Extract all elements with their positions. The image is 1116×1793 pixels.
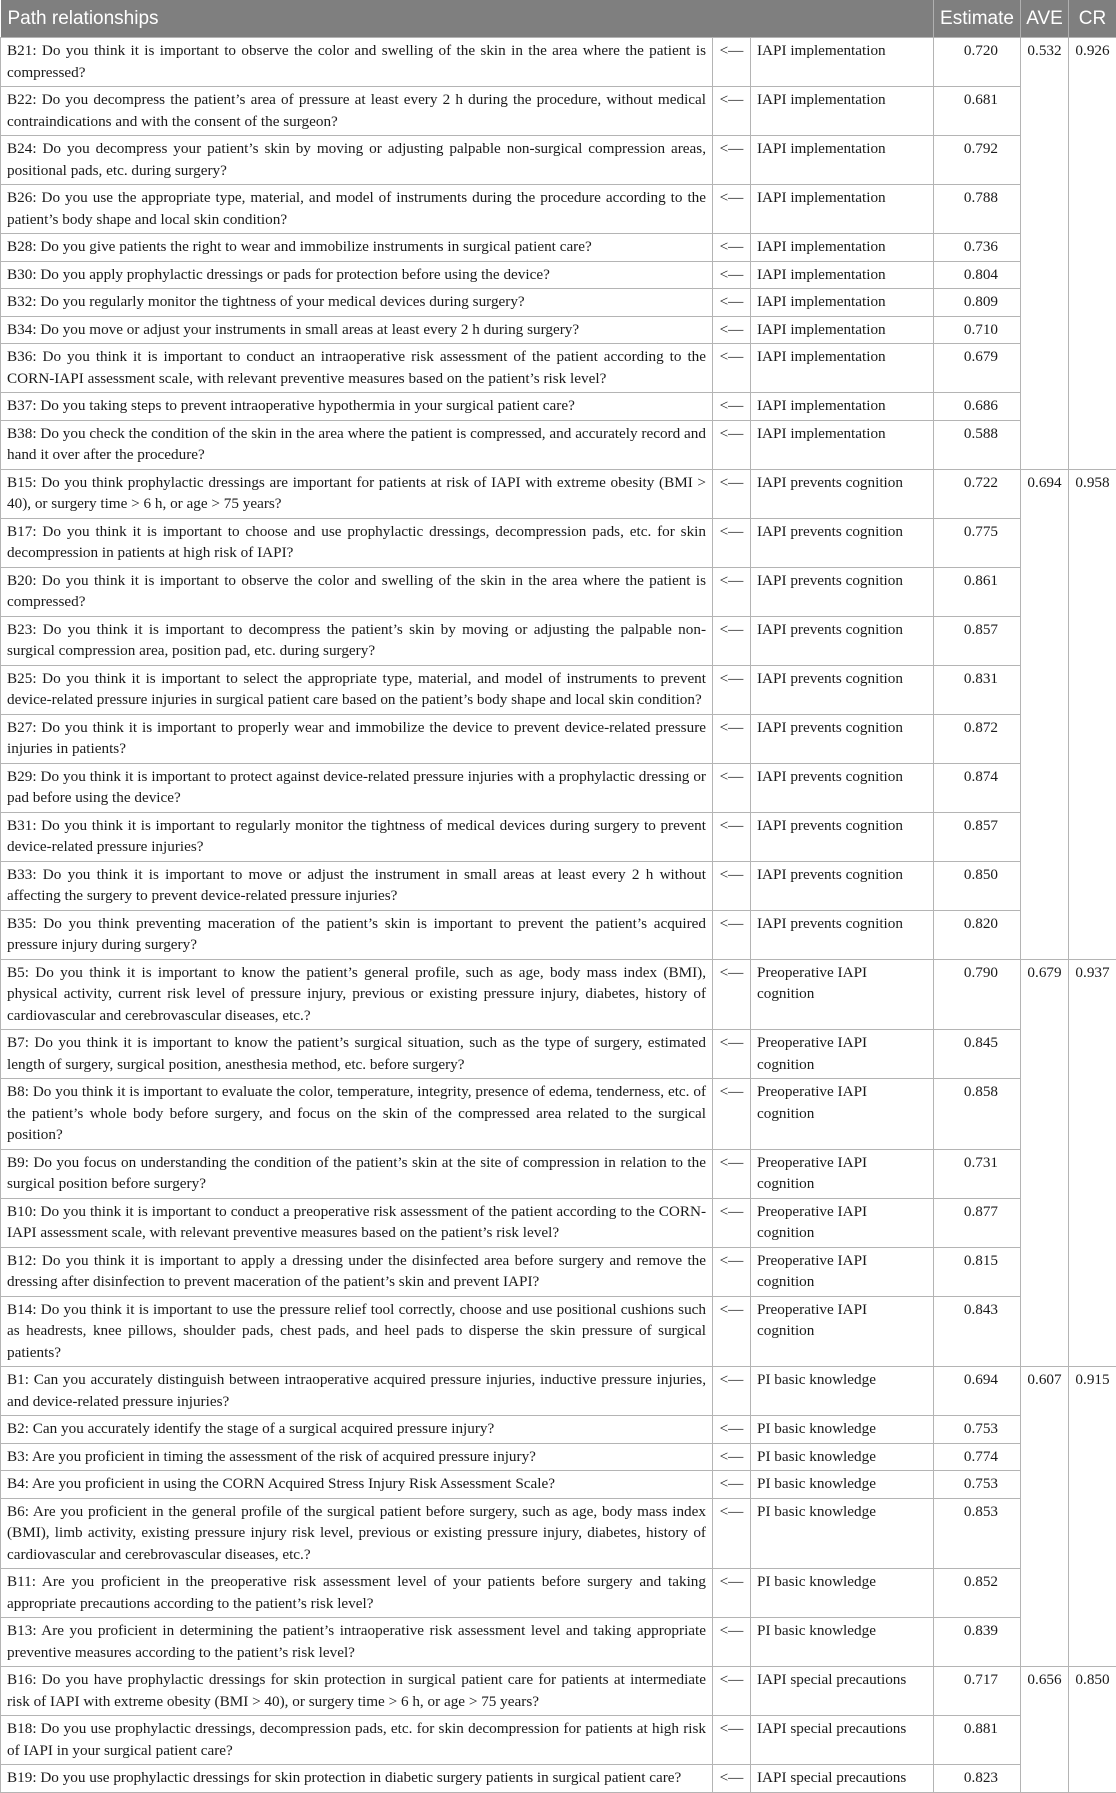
indicator-item-text: B33: Do you think it is important to move or adjust the instrument in small areas at least every 2 h without affecting the surgery to prevent device-related pressure injuries?: [1, 861, 713, 910]
path-arrow: <—: [713, 261, 751, 289]
indicator-item-text: B23: Do you think it is important to decompress the patient’s skin by moving or adjusting the palpable non-surgical compression area, position pad, etc. during surgery?: [1, 616, 713, 665]
table-row: [1, 1618, 1116, 1667]
indicator-item-text: B31: Do you think it is important to regularly monitor the tightness of medical devices during surgery to prevent device-related pressure injuries?: [1, 812, 713, 861]
estimate-value: 0.736: [934, 234, 1021, 262]
table-row: [1, 1498, 1116, 1569]
cr-value: 0.915: [1069, 1367, 1116, 1667]
indicator-item-text: B19: Do you use prophylactic dressings for skin protection in diabetic surgery patients in surgical patient care?: [1, 1765, 713, 1793]
path-arrow: <—: [713, 1498, 751, 1569]
indicator-item-text: B5: Do you think it is important to know the patient’s general profile, such as age, body mass index (BMI), physical activity, current risk level of pressure injury, previous or existing pressure injury, diabetes, history of cardiovascular and cerebrovascular diseases, etc.?: [1, 959, 713, 1030]
estimate-value: 0.722: [934, 469, 1021, 518]
latent-factor: IAPI implementation: [751, 185, 934, 234]
latent-factor: IAPI implementation: [751, 289, 934, 317]
estimate-value: 0.753: [934, 1471, 1021, 1499]
path-arrow: <—: [713, 38, 751, 87]
indicator-item-text: B30: Do you apply prophylactic dressings or pads for protection before using the device?: [1, 261, 713, 289]
indicator-item-text: B34: Do you move or adjust your instruments in small areas at least every 2 h during surgery?: [1, 316, 713, 344]
estimate-value: 0.809: [934, 289, 1021, 317]
indicator-item-text: B3: Are you proficient in timing the assessment of the risk of acquired pressure injury?: [1, 1443, 713, 1471]
table-row: [1, 38, 1116, 87]
indicator-item-text: B32: Do you regularly monitor the tightness of your medical devices during surgery?: [1, 289, 713, 317]
latent-factor: IAPI prevents cognition: [751, 665, 934, 714]
path-arrow: <—: [713, 1247, 751, 1296]
path-arrow: <—: [713, 910, 751, 959]
table-row: [1, 1030, 1116, 1079]
path-arrow: <—: [713, 1443, 751, 1471]
latent-factor: PI basic knowledge: [751, 1416, 934, 1444]
table-row: [1, 1471, 1116, 1499]
estimate-value: 0.853: [934, 1498, 1021, 1569]
indicator-item-text: B25: Do you think it is important to select the appropriate type, material, and model of instruments to prevent device-related pressure injuries in surgical patient care based on the patient’s body shape and local skin condition?: [1, 665, 713, 714]
table-row: [1, 1716, 1116, 1765]
table-row: [1, 1569, 1116, 1618]
indicator-item-text: B35: Do you think preventing maceration of the patient’s skin is important to prevent the patient’s acquired pressure injury during surgery?: [1, 910, 713, 959]
indicator-item-text: B17: Do you think it is important to choose and use prophylactic dressings, decompression pads, etc. for skin decompression in patients at high risk of IAPI?: [1, 518, 713, 567]
estimate-value: 0.774: [934, 1443, 1021, 1471]
latent-factor: PI basic knowledge: [751, 1443, 934, 1471]
estimate-value: 0.874: [934, 763, 1021, 812]
path-arrow: <—: [713, 1198, 751, 1247]
table-row: [1, 1416, 1116, 1444]
latent-factor: IAPI implementation: [751, 393, 934, 421]
table-row: [1, 344, 1116, 393]
estimate-value: 0.720: [934, 38, 1021, 87]
table-row: [1, 261, 1116, 289]
estimate-value: 0.686: [934, 393, 1021, 421]
table-header: [1, 0, 1116, 38]
estimate-value: 0.588: [934, 420, 1021, 469]
estimate-value: 0.858: [934, 1079, 1021, 1150]
latent-factor: PI basic knowledge: [751, 1569, 934, 1618]
latent-factor: IAPI special precautions: [751, 1667, 934, 1716]
indicator-item-text: B6: Are you proficient in the general profile of the surgical patient before surgery, such as age, body mass index (BMI), limb activity, existing pressure injury risk level, previous or existing pressure injury, diabetes, history of cardiovascular and cerebrovascular diseases, etc.?: [1, 1498, 713, 1569]
table-row: [1, 1367, 1116, 1416]
estimate-value: 0.843: [934, 1296, 1021, 1367]
latent-factor: IAPI implementation: [751, 136, 934, 185]
path-arrow: <—: [713, 1618, 751, 1667]
indicator-item-text: B24: Do you decompress your patient’s skin by moving or adjusting palpable non-surgical compression areas, positional pads, etc. during surgery?: [1, 136, 713, 185]
table-row: [1, 234, 1116, 262]
latent-factor: IAPI prevents cognition: [751, 861, 934, 910]
estimate-value: 0.872: [934, 714, 1021, 763]
table-row: [1, 959, 1116, 1030]
table-row: [1, 518, 1116, 567]
table-row: [1, 1198, 1116, 1247]
estimate-value: 0.753: [934, 1416, 1021, 1444]
latent-factor: PI basic knowledge: [751, 1498, 934, 1569]
latent-factor: IAPI implementation: [751, 316, 934, 344]
indicator-item-text: B28: Do you give patients the right to wear and immobilize instruments in surgical patient care?: [1, 234, 713, 262]
estimate-value: 0.839: [934, 1618, 1021, 1667]
table-row: [1, 1765, 1116, 1793]
table-row: [1, 420, 1116, 469]
latent-factor: Preoperative IAPI cognition: [751, 1149, 934, 1198]
path-arrow: <—: [713, 567, 751, 616]
estimate-value: 0.710: [934, 316, 1021, 344]
latent-factor: PI basic knowledge: [751, 1471, 934, 1499]
estimate-value: 0.861: [934, 567, 1021, 616]
indicator-item-text: B13: Are you proficient in determining the patient’s intraoperative risk assessment level and taking appropriate preventive measures according to the patient’s risk level?: [1, 1618, 713, 1667]
indicator-item-text: B18: Do you use prophylactic dressings, decompression pads, etc. for skin decompression for patients at high risk of IAPI in your surgical patient care?: [1, 1716, 713, 1765]
latent-factor: IAPI prevents cognition: [751, 910, 934, 959]
path-arrow: <—: [713, 136, 751, 185]
latent-factor: PI basic knowledge: [751, 1367, 934, 1416]
latent-factor: IAPI special precautions: [751, 1765, 934, 1793]
table-row: [1, 1667, 1116, 1716]
estimate-value: 0.790: [934, 959, 1021, 1030]
path-arrow: <—: [713, 518, 751, 567]
indicator-item-text: B38: Do you check the condition of the skin in the area where the patient is compressed, and accurately record and hand it over after the procedure?: [1, 420, 713, 469]
latent-factor: IAPI implementation: [751, 420, 934, 469]
estimate-value: 0.694: [934, 1367, 1021, 1416]
latent-factor: IAPI special precautions: [751, 1716, 934, 1765]
path-arrow: <—: [713, 1765, 751, 1793]
table-row: [1, 185, 1116, 234]
path-arrow: <—: [713, 1569, 751, 1618]
table-row: [1, 665, 1116, 714]
indicator-item-text: B16: Do you have prophylactic dressings for skin protection in surgical patient care for patients at intermediate risk of IAPI with extreme obesity (BMI > 40), or surgery time > 6 h, or age > 75 years?: [1, 1667, 713, 1716]
latent-factor: IAPI prevents cognition: [751, 812, 934, 861]
indicator-item-text: B14: Do you think it is important to use the pressure relief tool correctly, choose and use positional cushions such as headrests, knee pillows, shoulder pads, chest pads, and heel pads to disperse the skin pressure of surgical patients?: [1, 1296, 713, 1367]
table-row: [1, 316, 1116, 344]
indicator-item-text: B9: Do you focus on understanding the condition of the patient’s skin at the site of compression in relation to the surgical position before surgery?: [1, 1149, 713, 1198]
path-arrow: <—: [713, 1079, 751, 1150]
latent-factor: IAPI prevents cognition: [751, 518, 934, 567]
path-arrow: <—: [713, 861, 751, 910]
path-arrow: <—: [713, 344, 751, 393]
path-arrow: <—: [713, 289, 751, 317]
latent-factor: Preoperative IAPI cognition: [751, 1198, 934, 1247]
estimate-value: 0.792: [934, 136, 1021, 185]
estimate-value: 0.679: [934, 344, 1021, 393]
estimate-value: 0.731: [934, 1149, 1021, 1198]
indicator-item-text: B26: Do you use the appropriate type, material, and model of instruments during the procedure according to the patient’s body shape and local skin condition?: [1, 185, 713, 234]
ave-value: 0.607: [1021, 1367, 1069, 1667]
estimate-value: 0.857: [934, 812, 1021, 861]
path-arrow: <—: [713, 1416, 751, 1444]
latent-factor: Preoperative IAPI cognition: [751, 959, 934, 1030]
estimate-value: 0.804: [934, 261, 1021, 289]
latent-factor: PI basic knowledge: [751, 1618, 934, 1667]
path-arrow: <—: [713, 1667, 751, 1716]
ave-value: 0.532: [1021, 38, 1069, 470]
indicator-item-text: B8: Do you think it is important to evaluate the color, temperature, integrity, presence of edema, tenderness, etc. of the patient’s whole body before surgery, and focus on the skin of the compressed area related to the surgical position?: [1, 1079, 713, 1150]
table-row: [1, 1247, 1116, 1296]
latent-factor: IAPI implementation: [751, 261, 934, 289]
indicator-item-text: B7: Do you think it is important to know the patient’s surgical situation, such as the type of surgery, estimated length of surgery, surgical position, anesthesia method, etc. before surgery?: [1, 1030, 713, 1079]
estimate-value: 0.881: [934, 1716, 1021, 1765]
indicator-item-text: B21: Do you think it is important to observe the color and swelling of the skin in the area where the patient is compressed?: [1, 38, 713, 87]
path-arrow: <—: [713, 469, 751, 518]
estimate-value: 0.823: [934, 1765, 1021, 1793]
table-row: [1, 289, 1116, 317]
indicator-item-text: B22: Do you decompress the patient’s area of pressure at least every 2 h during the procedure, without medical contraindications and with the consent of the surgeon?: [1, 87, 713, 136]
indicator-item-text: B12: Do you think it is important to apply a dressing under the disinfected area before surgery and remove the dressing after disinfection to prevent maceration of the patient’s skin and prevent IAPI?: [1, 1247, 713, 1296]
table-row: [1, 1149, 1116, 1198]
indicator-item-text: B1: Can you accurately distinguish between intraoperative acquired pressure injuries, inductive pressure injuries, and device-related pressure injuries?: [1, 1367, 713, 1416]
path-arrow: <—: [713, 959, 751, 1030]
estimate-value: 0.850: [934, 861, 1021, 910]
estimate-value: 0.857: [934, 616, 1021, 665]
indicator-item-text: B29: Do you think it is important to protect against device-related pressure injuries with a prophylactic dressing or pad before using the device?: [1, 763, 713, 812]
header-cr: CR: [1069, 0, 1116, 38]
indicator-item-text: B10: Do you think it is important to conduct a preoperative risk assessment of the patient according to the CORN-IAPI assessment scale, with relevant preventive measures based on the patient’s risk level?: [1, 1198, 713, 1247]
table-body: [1, 38, 1116, 1793]
indicator-item-text: B2: Can you accurately identify the stage of a surgical acquired pressure injury?: [1, 1416, 713, 1444]
path-arrow: <—: [713, 1367, 751, 1416]
indicator-item-text: B4: Are you proficient in using the CORN Acquired Stress Injury Risk Assessment Scale?: [1, 1471, 713, 1499]
table-row: [1, 393, 1116, 421]
ave-value: 0.694: [1021, 469, 1069, 959]
indicator-item-text: B27: Do you think it is important to properly wear and immobilize the device to prevent device-related pressure injuries in patients?: [1, 714, 713, 763]
table-row: [1, 812, 1116, 861]
path-arrow: <—: [713, 665, 751, 714]
indicator-item-text: B20: Do you think it is important to observe the color and swelling of the skin in the area where the patient is compressed?: [1, 567, 713, 616]
estimate-value: 0.717: [934, 1667, 1021, 1716]
path-arrow: <—: [713, 1030, 751, 1079]
latent-factor: IAPI prevents cognition: [751, 469, 934, 518]
indicator-item-text: B11: Are you proficient in the preoperative risk assessment level of your patients before surgery and taking appropriate precautions according to the patient’s risk level?: [1, 1569, 713, 1618]
path-arrow: <—: [713, 393, 751, 421]
path-arrow: <—: [713, 763, 751, 812]
path-arrow: <—: [713, 1296, 751, 1367]
table-row: [1, 714, 1116, 763]
table-row: [1, 1296, 1116, 1367]
latent-factor: Preoperative IAPI cognition: [751, 1296, 934, 1367]
estimate-value: 0.820: [934, 910, 1021, 959]
header-path-relationships: Path relationships: [1, 0, 934, 38]
estimate-value: 0.845: [934, 1030, 1021, 1079]
indicator-item-text: B15: Do you think prophylactic dressings are important for patients at risk of IAPI with extreme obesity (BMI > 40), or surgery time > 6 h, or age > 75 years?: [1, 469, 713, 518]
ave-value: 0.679: [1021, 959, 1069, 1367]
ave-value: 0.656: [1021, 1667, 1069, 1793]
path-arrow: <—: [713, 714, 751, 763]
estimate-value: 0.775: [934, 518, 1021, 567]
estimate-value: 0.831: [934, 665, 1021, 714]
table-row: [1, 616, 1116, 665]
latent-factor: Preoperative IAPI cognition: [751, 1030, 934, 1079]
estimate-value: 0.815: [934, 1247, 1021, 1296]
table-row: [1, 1079, 1116, 1150]
latent-factor: Preoperative IAPI cognition: [751, 1247, 934, 1296]
latent-factor: Preoperative IAPI cognition: [751, 1079, 934, 1150]
table-row: [1, 1443, 1116, 1471]
latent-factor: IAPI prevents cognition: [751, 763, 934, 812]
latent-factor: IAPI implementation: [751, 234, 934, 262]
indicator-item-text: B36: Do you think it is important to conduct an intraoperative risk assessment of the patient according to the CORN-IAPI assessment scale, with relevant preventive measures based on the patient’s risk level?: [1, 344, 713, 393]
estimate-value: 0.788: [934, 185, 1021, 234]
table-row: [1, 861, 1116, 910]
table-row: [1, 136, 1116, 185]
estimate-value: 0.877: [934, 1198, 1021, 1247]
path-arrow: <—: [713, 812, 751, 861]
table-row: [1, 763, 1116, 812]
header-ave: AVE: [1021, 0, 1069, 38]
cr-value: 0.958: [1069, 469, 1116, 959]
table-row: [1, 469, 1116, 518]
path-arrow: <—: [713, 87, 751, 136]
path-arrow: <—: [713, 616, 751, 665]
path-arrow: <—: [713, 1471, 751, 1499]
indicator-item-text: B37: Do you taking steps to prevent intraoperative hypothermia in your surgical patient care?: [1, 393, 713, 421]
latent-factor: IAPI prevents cognition: [751, 714, 934, 763]
latent-factor: IAPI prevents cognition: [751, 567, 934, 616]
latent-factor: IAPI implementation: [751, 344, 934, 393]
path-arrow: <—: [713, 420, 751, 469]
cr-value: 0.850: [1069, 1667, 1116, 1793]
path-arrow: <—: [713, 1716, 751, 1765]
latent-factor: IAPI prevents cognition: [751, 616, 934, 665]
latent-factor: IAPI implementation: [751, 87, 934, 136]
cr-value: 0.926: [1069, 38, 1116, 470]
cr-value: 0.937: [1069, 959, 1116, 1367]
path-arrow: <—: [713, 316, 751, 344]
latent-factor: IAPI implementation: [751, 38, 934, 87]
path-arrow: <—: [713, 185, 751, 234]
header-estimate: Estimate: [934, 0, 1021, 38]
table-row: [1, 87, 1116, 136]
estimate-value: 0.681: [934, 87, 1021, 136]
estimate-value: 0.852: [934, 1569, 1021, 1618]
path-arrow: <—: [713, 234, 751, 262]
path-arrow: <—: [713, 1149, 751, 1198]
table-row: [1, 567, 1116, 616]
table-row: [1, 910, 1116, 959]
